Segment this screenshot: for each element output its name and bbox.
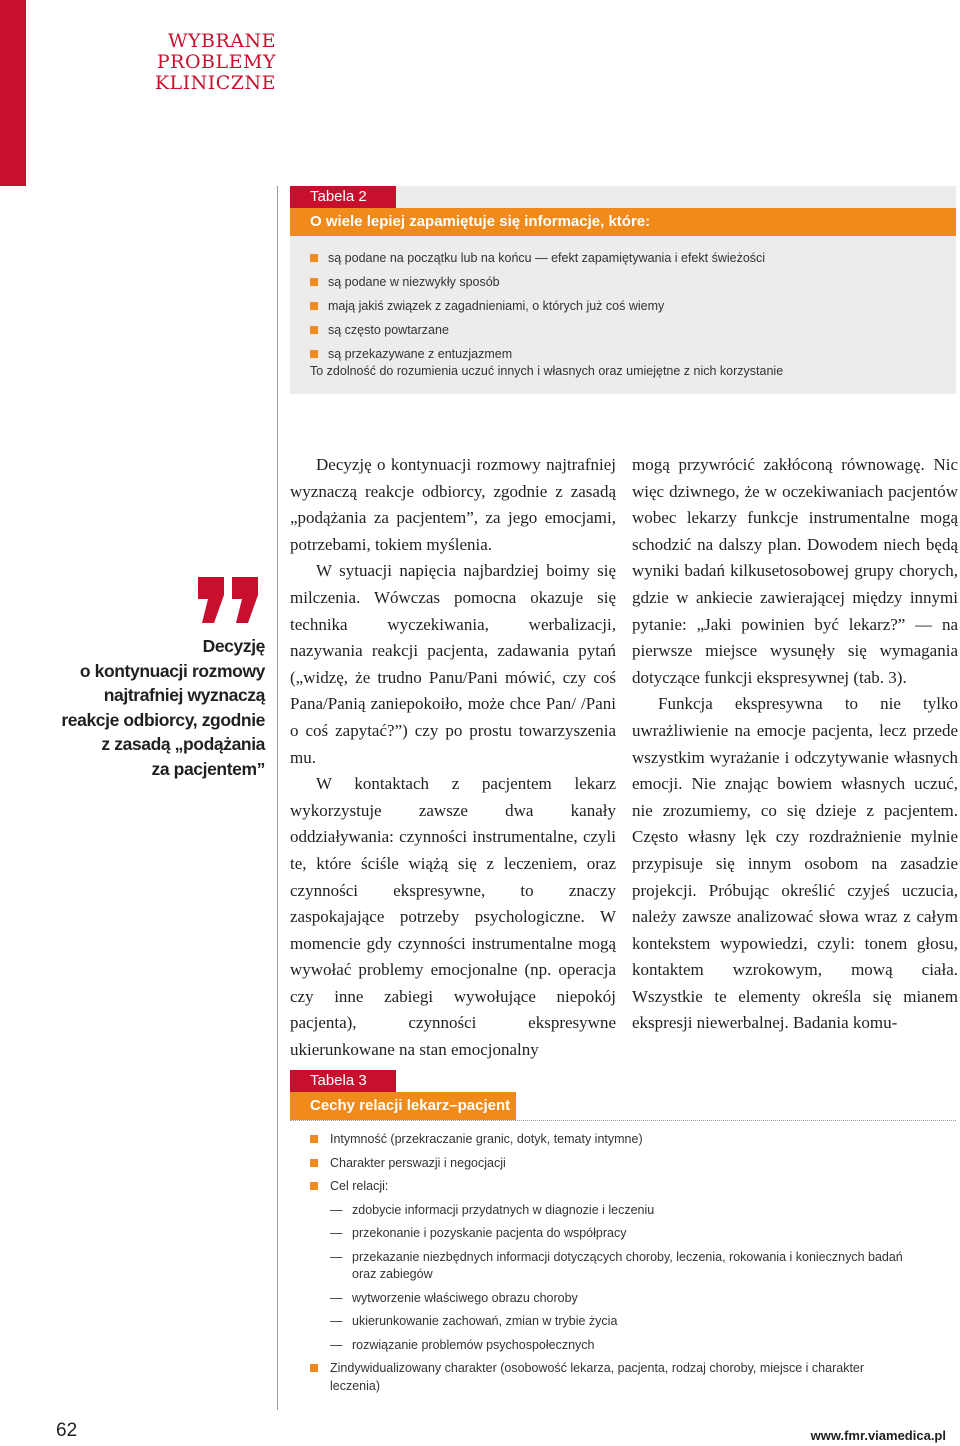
paragraph: W kontaktach z pacjentem lekarz wykorzystuje zawsze dwa kanały oddziaływania: czynności instrumentalne, czyli te, które ściśle wiążą się z leczeniem, oraz czynności ekspresywne, to znaczy zaspokajające potrzeby psychologiczne. W momencie gdy czynności instrumentalne mogą wywołać problemy emocjonalne (np. operacja czy inne zabiegi wywołujące niepokój pacjenta), czynności ekspresywne ukierunkowane na stan emocjonalny <box>290 774 616 1060</box>
dash-marker: — <box>330 1226 343 1240</box>
list-item: Intymność (przekraczanie granic, dotyk, tematy intymne) <box>310 1131 910 1149</box>
section-title-line: PROBLEMY <box>156 51 276 73</box>
sub-list-item: — ukierunkowanie zachowań, zmian w trybie życia <box>310 1313 910 1331</box>
sub-list-item: — przekonanie i pozyskanie pacjenta do współpracy <box>310 1225 910 1243</box>
sub-list-item: — wytworzenie właściwego obrazu choroby <box>310 1290 910 1308</box>
dash-marker: — <box>330 1337 343 1352</box>
paragraph: W sytuacji napięcia najbardziej boimy się milczenia. Wówczas pomocna okazuje się technika wyczekiwania, werbalizacji, nazywania reakcji pacjenta, zadawania pytań („widzę, że trudno Panu/Pani mówić, czy coś Pana/Panią zaniepokoiło, może chce Pan/ /Pani o coś zapytać?”) czy po prostu towarzyszenia mu. <box>290 561 616 767</box>
table-3-header: Cechy relacji lekarz–pacjent <box>290 1092 516 1120</box>
body-column-1 <box>290 452 616 1064</box>
dash-marker: — <box>330 1249 343 1264</box>
pull-quote-line: najtrafniej wyznaczą <box>103 685 265 705</box>
website-link[interactable]: www.fmr.viamedica.pl <box>810 1428 946 1443</box>
table-3-rule <box>290 1120 956 1121</box>
list-item: są podane w niezwykły sposób <box>310 270 765 294</box>
pull-quote <box>25 634 265 781</box>
table-3-body <box>310 1131 910 1401</box>
pull-quote-line: Decyzję <box>202 636 265 656</box>
paragraph: mogą przywrócić zakłóconą równowagę. Nic więc dziwnego, że w oczekiwaniach pacjentów wobec lekarzy funkcje instrumentalne mogą schodzić na dalszy plan. Dowodem niech będą wyniki badań kilkusetosobowej grupy chorych, gdzie w ankiecie zawierającej między innymi pytanie: „Jaki powinien być lekarz?” — na pierwsze miejsce wysunęły się wymagania dotyczące funkcji ekspresywnej (tab. 3). <box>632 455 958 687</box>
table-2-note: To zdolność do rozumienia uczuć innych i własnych oraz umiejętne z nich korzystanie <box>310 364 784 378</box>
sub-list-item: — rozwiązanie problemów psychospołecznych <box>310 1337 910 1355</box>
table-2 <box>290 186 956 394</box>
section-title-line: WYBRANE <box>167 30 276 52</box>
list-item: Zindywidualizowany charakter (osobowość lekarza, pacjenta, rodzaj choroby, miejsce i charakter leczenia) <box>310 1360 910 1395</box>
sub-list-item: — przekazanie niezbędnych informacji dotyczących choroby, leczenia, rokowania i koniecznych badań oraz zabiegów <box>330 1249 903 1281</box>
pull-quote-line: z zasadą „podążania <box>101 734 265 754</box>
dash-marker: — <box>330 1314 343 1328</box>
bullet-square-icon <box>310 1135 318 1143</box>
dash-marker: — <box>330 1202 343 1217</box>
list-item: Charakter perswazji i negocjacji <box>310 1155 910 1173</box>
list-item: mają jakiś związek z zagadnieniami, o których już coś wiemy <box>310 294 765 318</box>
bullet-square-icon <box>310 326 318 334</box>
column-divider <box>277 186 278 1410</box>
pull-quote-line: reakcje odbiorcy, zgodnie <box>61 709 265 730</box>
bullet-square-icon <box>310 1364 318 1372</box>
bullet-square-icon <box>310 1182 318 1190</box>
body-column-2 <box>632 452 958 1037</box>
table-2-header: O wiele lepiej zapamiętuje się informacje, które: <box>290 208 956 236</box>
pull-quote-line: o kontynuacji rozmowy <box>79 660 265 681</box>
table-2-list <box>310 246 765 366</box>
sub-list-item: — zdobycie informacji przydatnych w diagnozie i leczeniu <box>310 1202 910 1220</box>
section-title <box>155 31 276 94</box>
bullet-square-icon <box>310 1159 318 1167</box>
table-2-label: Tabela 2 <box>290 186 396 208</box>
bullet-square-icon <box>310 302 318 310</box>
page-number: 62 <box>56 1420 78 1441</box>
section-title-line: KLINICZNE <box>154 72 276 94</box>
table-3-label: Tabela 3 <box>290 1070 396 1092</box>
paragraph: Decyzję o kontynuacji rozmowy najtrafniej wyznaczą reakcje odbiorcy, zgodnie z zasadą „podążania za pacjentem”, za jego emocjami, potrzebami, tokiem myślenia. <box>290 455 616 554</box>
list-item: są często powtarzane <box>310 318 765 342</box>
bullet-square-icon <box>310 350 318 358</box>
list-item: są podane na początku lub na końcu — efekt zapamiętywania i efekt świeżości <box>310 246 765 270</box>
bullet-square-icon <box>310 278 318 286</box>
list-item: Cel relacji: <box>310 1178 910 1196</box>
section-color-bar <box>0 0 26 186</box>
paragraph: Funkcja ekspresywna to nie tylko uwrażliwienie na emocje pacjenta, lecz przede wszystkim wyrażanie i odczytywanie własnych emocji. Nie znając bowiem własnych uczuć, nie zrozumiemy, co się dzieje z pacjentem. Często własny lęk czy rozdrażnienie mylnie przypisuje się innym osobom na zasadzie projekcji. Próbując określić czyjeś uczucia, należy zawsze analizować słowa wraz z całym kontekstem wypowiedzi, czyli: tonem głosu, kontaktem wzrokowym, mową ciała. Wszystkie te elementy określa się mianem ekspresji niewerbalnej. Badania komu- <box>632 694 958 1033</box>
quote-mark-icon <box>194 577 264 623</box>
pull-quote-line: za pacjentem” <box>151 758 265 779</box>
list-item: są przekazywane z entuzjazmem <box>310 342 765 366</box>
bullet-square-icon <box>310 254 318 262</box>
dash-marker: — <box>330 1290 343 1305</box>
